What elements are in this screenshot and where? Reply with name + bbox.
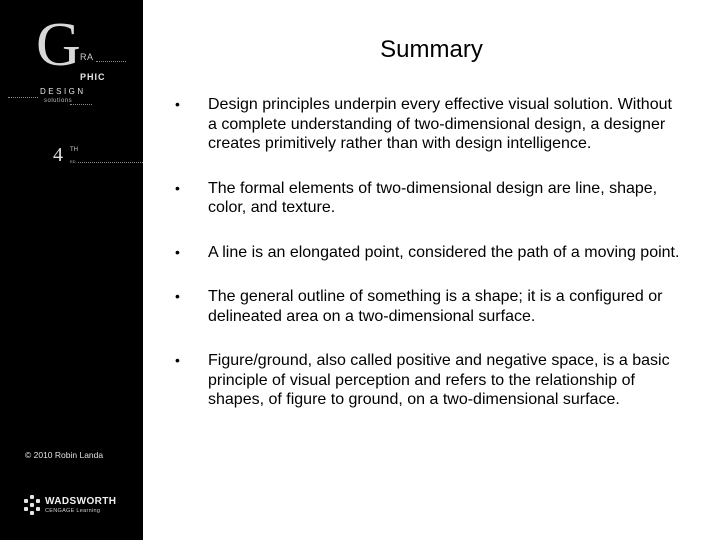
bullet-list	[143, 95, 683, 435]
edition-suffix: TH	[70, 147, 78, 153]
publisher-name: WADSWORTH	[45, 495, 117, 507]
bullet-icon: •	[175, 179, 180, 196]
logo-letter-g: G	[36, 11, 81, 79]
list-item	[143, 95, 683, 154]
logo-divider	[8, 97, 38, 98]
wadsworth-icon	[22, 495, 42, 515]
edition-ed: ED.	[70, 159, 77, 164]
logo-design: DESIGN	[40, 87, 86, 96]
bullet-icon: •	[175, 288, 180, 304]
bullet-text: The formal elements of two-dimensional design are line, shape, color, and texture.	[208, 179, 658, 216]
logo-ra: RA	[80, 52, 94, 62]
publisher-sub: CENGAGE Learning	[45, 507, 101, 514]
list-item	[143, 287, 683, 326]
logo-divider	[96, 61, 126, 62]
list-item	[143, 351, 683, 410]
edition-number: 4	[53, 144, 63, 166]
bullet-icon: •	[175, 352, 180, 368]
list-item	[143, 179, 683, 218]
bullet-icon: •	[175, 243, 180, 260]
logo-solutions: solutions	[44, 98, 73, 104]
bullet-text: Figure/ground, also called positive and negative space, is a basic principle of visual perception and refers to the relationship of shapes, of figure to ground, on a two-dimensional surface.	[208, 352, 670, 408]
list-item	[143, 243, 683, 263]
bullet-text: Design principles underpin every effective visual solution. Without a complete understanding of two-dimensional design, a designer creates primitively rather than with design intelligence.	[208, 96, 672, 152]
bullet-icon: •	[175, 96, 180, 112]
bullet-text: The general outline of something is a shape; it is a configured or delineated area on a two-dimensional surface.	[208, 288, 663, 325]
copyright-text: © 2010 Robin Landa	[25, 450, 104, 460]
slide-title: Summary	[380, 36, 483, 63]
book-cover-sidebar	[0, 0, 143, 540]
logo-phic: PHIC	[80, 72, 106, 82]
logo-divider	[70, 104, 92, 105]
bullet-text: A line is an elongated point, considered the path of a moving point.	[208, 243, 680, 261]
logo-divider	[78, 162, 143, 163]
publisher-logo	[22, 495, 116, 515]
